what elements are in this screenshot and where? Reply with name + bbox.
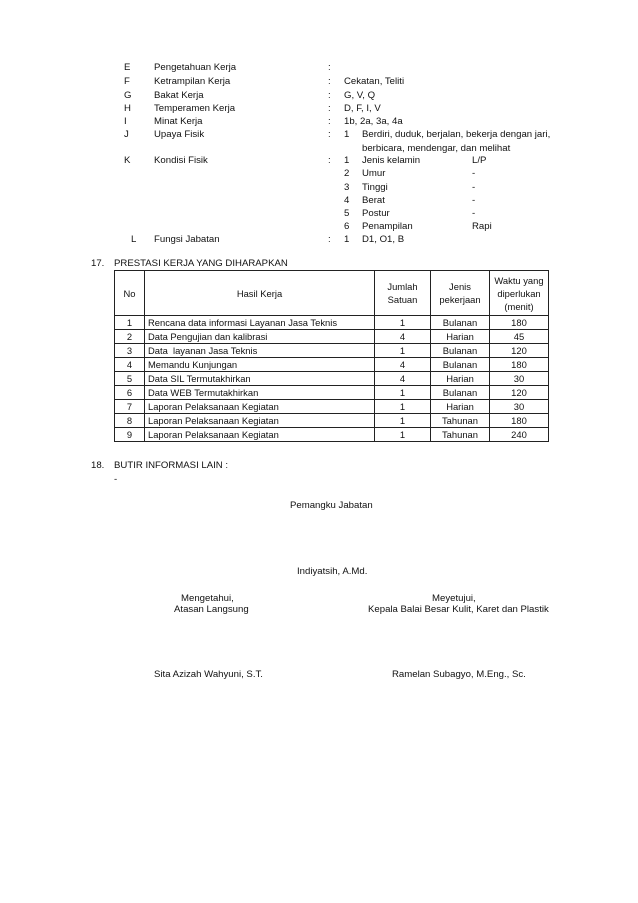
header-jenis-pekerjaan: Jenis pekerjaan <box>431 271 490 316</box>
faktor-label: Fungsi Jabatan <box>154 234 220 245</box>
item-number: 1 <box>344 234 350 245</box>
cell-waktu: 180 <box>490 414 549 428</box>
cell-no: 5 <box>115 372 145 386</box>
cell-waktu: 45 <box>490 330 549 344</box>
faktor-colon: : <box>328 129 331 140</box>
kepala-balai-name: Ramelan Subagyo, M.Eng., Sc. <box>392 669 526 680</box>
header-waktu: Waktu yang diperlukan (menit) <box>490 271 549 316</box>
cell-jumlah: 4 <box>375 372 431 386</box>
header-hasil-kerja: Hasil Kerja <box>145 271 375 316</box>
faktor-label: Upaya Fisik <box>154 129 205 140</box>
cell-no: 8 <box>115 414 145 428</box>
kondisi-value: - <box>472 195 476 206</box>
faktor-colon: : <box>328 90 331 101</box>
faktor-letter: F <box>124 76 130 87</box>
faktor-colon: : <box>328 103 331 114</box>
kepala-balai-label: Kepala Balai Besar Kulit, Karet dan Plastik <box>368 604 549 615</box>
faktor-letter: H <box>124 103 131 114</box>
kondisi-name: Postur <box>362 208 390 219</box>
upaya-fisik-line2: berbicara, mendengar, dan melihat <box>362 143 511 154</box>
item-number: 3 <box>344 182 350 193</box>
faktor-value: D1, O1, B <box>362 234 405 245</box>
cell-waktu: 240 <box>490 428 549 442</box>
atasan-langsung-label: Atasan Langsung <box>174 604 249 615</box>
table-row <box>115 372 549 386</box>
kondisi-name: Penampilan <box>362 221 413 232</box>
kondisi-name: Umur <box>362 168 386 179</box>
cell-jumlah: 4 <box>375 358 431 372</box>
prestasi-table <box>114 270 549 442</box>
cell-waktu: 180 <box>490 358 549 372</box>
cell-jenis: Bulanan <box>431 386 490 400</box>
cell-jumlah: 1 <box>375 400 431 414</box>
header-no: No <box>115 271 145 316</box>
cell-waktu: 30 <box>490 400 549 414</box>
atasan-langsung-name: Sita Azizah Wahyuni, S.T. <box>154 669 263 680</box>
cell-waktu: 30 <box>490 372 549 386</box>
cell-jumlah: 4 <box>375 330 431 344</box>
cell-jenis: Harian <box>431 372 490 386</box>
faktor-label: Pengetahuan Kerja <box>154 62 237 73</box>
menyetujui-label: Meyetujui, <box>432 593 476 604</box>
cell-hasil: Memandu Kunjungan <box>145 358 375 372</box>
cell-jenis: Bulanan <box>431 344 490 358</box>
item-number: 1 <box>344 129 350 140</box>
faktor-value: G, V, Q <box>344 90 376 101</box>
faktor-colon: : <box>328 116 331 127</box>
faktor-letter: J <box>124 129 129 140</box>
cell-jumlah: 1 <box>375 344 431 358</box>
table-row <box>115 414 549 428</box>
cell-jenis: Tahunan <box>431 428 490 442</box>
cell-jumlah: 1 <box>375 316 431 330</box>
faktor-label: Temperamen Kerja <box>154 103 236 114</box>
item-number: 5 <box>344 208 350 219</box>
faktor-value: Cekatan, Teliti <box>344 76 405 87</box>
table-row <box>115 344 549 358</box>
cell-no: 7 <box>115 400 145 414</box>
cell-no: 4 <box>115 358 145 372</box>
cell-jenis: Harian <box>431 330 490 344</box>
cell-no: 1 <box>115 316 145 330</box>
faktor-letter: I <box>124 116 127 127</box>
cell-hasil: Laporan Pelaksanaan Kegiatan <box>145 428 375 442</box>
item-number: 1 <box>344 155 350 166</box>
item-number: 2 <box>344 168 350 179</box>
faktor-letter: L <box>131 234 137 245</box>
faktor-letter: G <box>124 90 132 101</box>
cell-hasil: Data Pengujian dan kalibrasi <box>145 330 375 344</box>
faktor-colon: : <box>328 155 331 166</box>
cell-hasil: Laporan Pelaksanaan Kegiatan <box>145 400 375 414</box>
cell-hasil: Rencana data informasi Layanan Jasa Teknis <box>145 316 375 330</box>
header-jumlah-satuan: Jumlah Satuan <box>375 271 431 316</box>
section-17-number: 17. <box>91 258 105 269</box>
cell-jumlah: 1 <box>375 386 431 400</box>
faktor-label: Minat Kerja <box>154 116 203 127</box>
upaya-fisik-line1: Berdiri, duduk, berjalan, bekerja dengan jari, <box>362 129 551 140</box>
table-row <box>115 316 549 330</box>
faktor-label: Kondisi Fisik <box>154 155 208 166</box>
cell-no: 2 <box>115 330 145 344</box>
item-number: 6 <box>344 221 350 232</box>
faktor-value: 1b, 2a, 3a, 4a <box>344 116 403 127</box>
faktor-colon: : <box>328 76 331 87</box>
cell-jumlah: 1 <box>375 414 431 428</box>
kondisi-name: Berat <box>362 195 385 206</box>
cell-hasil: Data SIL Termutakhirkan <box>145 372 375 386</box>
kondisi-name: Jenis kelamin <box>362 155 421 166</box>
faktor-letter: E <box>124 62 131 73</box>
cell-jenis: Harian <box>431 400 490 414</box>
cell-no: 3 <box>115 344 145 358</box>
table-row <box>115 386 549 400</box>
kondisi-value: L/P <box>472 155 487 166</box>
kondisi-value: - <box>472 168 476 179</box>
faktor-colon: : <box>328 62 331 73</box>
section-17-title: PRESTASI KERJA YANG DIHARAPKAN <box>114 258 288 269</box>
section-18-value: - <box>114 474 118 485</box>
faktor-colon: : <box>328 234 331 245</box>
cell-jenis: Bulanan <box>431 316 490 330</box>
table-row <box>115 330 549 344</box>
faktor-value: D, F, I, V <box>344 103 381 114</box>
table-header-row <box>115 271 549 316</box>
pemangku-jabatan-name: Indiyatsih, A.Md. <box>297 566 368 577</box>
item-number: 4 <box>344 195 350 206</box>
cell-jenis: Bulanan <box>431 358 490 372</box>
cell-no: 9 <box>115 428 145 442</box>
cell-jumlah: 1 <box>375 428 431 442</box>
cell-waktu: 180 <box>490 316 549 330</box>
kondisi-value: - <box>472 208 476 219</box>
faktor-letter: K <box>124 155 131 166</box>
cell-hasil: Laporan Pelaksanaan Kegiatan <box>145 414 375 428</box>
cell-hasil: Data WEB Termutakhirkan <box>145 386 375 400</box>
faktor-label: Ketrampilan Kerja <box>154 76 231 87</box>
kondisi-value: - <box>472 182 476 193</box>
table-row <box>115 400 549 414</box>
table-row <box>115 428 549 442</box>
pemangku-jabatan-label: Pemangku Jabatan <box>290 500 373 511</box>
cell-hasil: Data layanan Jasa Teknis <box>145 344 375 358</box>
table-row <box>115 358 549 372</box>
section-18-title: BUTIR INFORMASI LAIN : <box>114 460 229 471</box>
cell-no: 6 <box>115 386 145 400</box>
faktor-label: Bakat Kerja <box>154 90 204 101</box>
kondisi-name: Tinggi <box>362 182 388 193</box>
cell-waktu: 120 <box>490 344 549 358</box>
kondisi-value: Rapi <box>472 221 492 232</box>
cell-jenis: Tahunan <box>431 414 490 428</box>
section-18-number: 18. <box>91 460 105 471</box>
cell-waktu: 120 <box>490 386 549 400</box>
mengetahui-label: Mengetahui, <box>181 593 234 604</box>
